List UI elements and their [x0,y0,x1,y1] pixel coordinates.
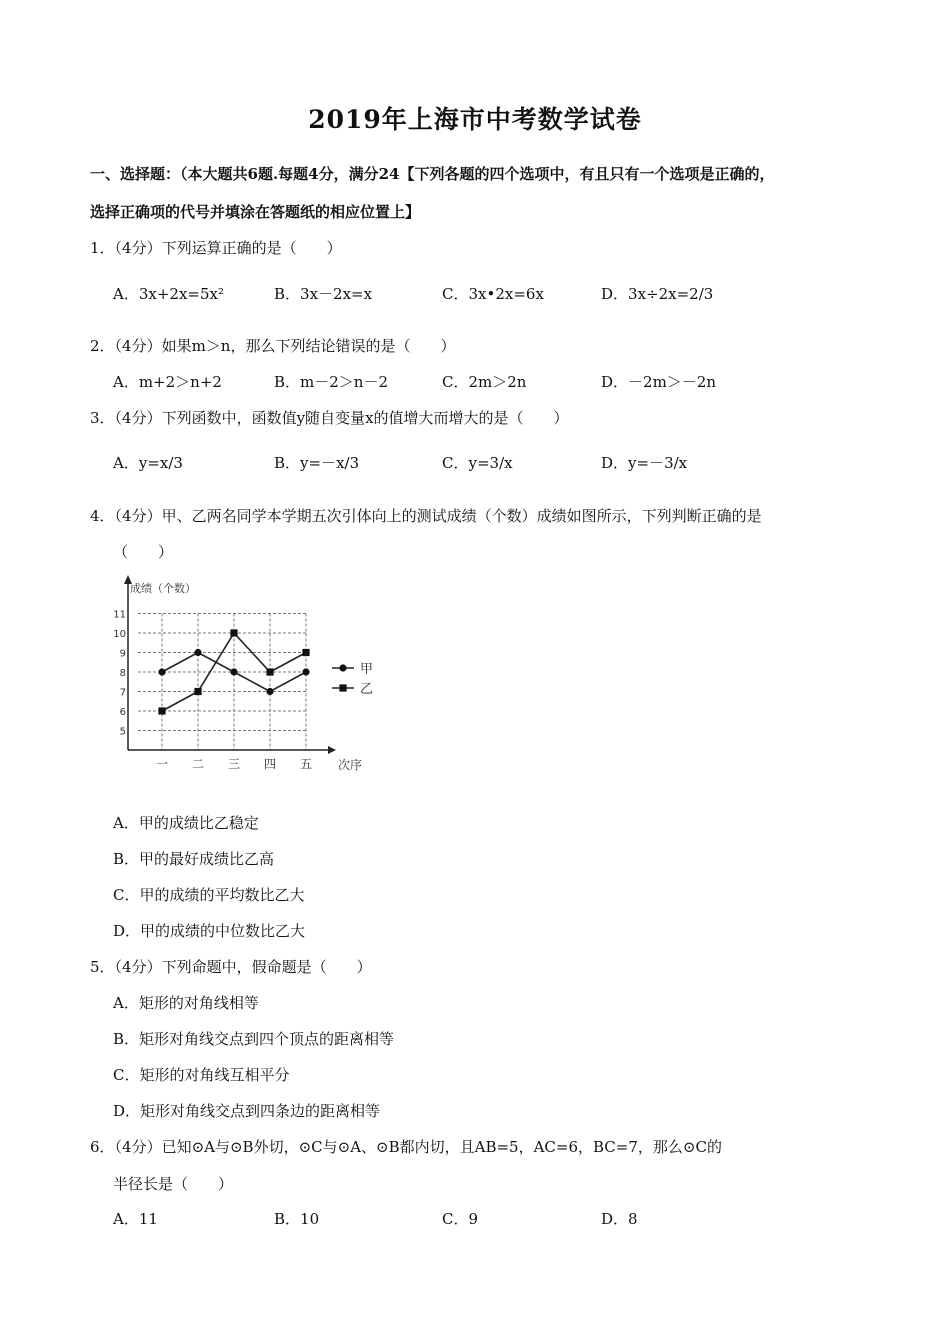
section-heading-line1: 一、选择题：（本大题共6题.每题4分，满分24【下列各题的四个选项中，有且只有一个选项是正确的， [90,165,775,183]
q2-option-d: D．－2m＞－2n [601,373,716,391]
x-tick-label-4: 四 [263,757,277,771]
y-tick-label-8: 8 [119,668,126,679]
q1-option-b: B．3x－2x=x [274,285,373,303]
q1-option-a-text: A．3x+2x=5x² [113,285,224,303]
chart-legend [332,662,373,697]
series-1-point-4 [266,688,273,695]
x-tick-label-5: 五 [299,757,313,771]
x-axis-label: 次序 [338,758,363,772]
chart-ticks [113,610,312,772]
legend-label-2: 乙 [360,682,374,697]
q6-stem-line1: 6．（4分）已知⊙A与⊙B外切，⊙C与⊙A、⊙B都内切，且AB=5，AC=6，BC=7，那么⊙C的 [90,1138,722,1156]
y-tick-label-7: 7 [119,687,126,699]
x-axis-arrow [328,746,336,754]
x-tick-label-2: 二 [191,757,205,771]
q5-option-c: C．矩形的对角线互相平分 [113,1066,290,1084]
q1-option-a [113,283,224,304]
q3-option-b: B．y=－x/3 [274,454,360,472]
q2-option-c: C．2m＞2n [442,373,527,391]
series-2-point-4 [266,668,273,675]
q3-option-c: C．y=3/x [442,454,513,472]
series-1-point-1 [158,668,165,675]
series-2-point-1 [158,707,165,714]
series-1-point-2 [194,649,201,656]
q3-option-a: A．y=x/3 [113,454,183,472]
y-tick-label-11: 11 [113,609,126,621]
y-tick-label-6: 6 [119,707,126,718]
q2-option-a: A．m+2＞n+2 [113,373,222,391]
q2-option-b: B．m－2＞n－2 [274,373,388,391]
q4-stem-line2: （ ） [113,543,174,561]
q4-option-a: A．甲的成绩比乙稳定 [113,814,259,832]
page-title: 2019年上海市中考数学试卷 [308,105,642,134]
q5-option-a: A．矩形的对角线相等 [113,994,259,1012]
q3-stem: 3．（4分）下列函数中，函数值y随自变量x的值增大而增大的是（ ） [90,409,569,427]
q1-option-c: C．3x•2x=6x [442,285,544,303]
chart-series [158,629,309,714]
x-tick-label-1: 一 [155,757,169,771]
q4-option-b: B．甲的最好成绩比乙高 [113,850,275,868]
score-line-chart [110,570,390,780]
q6-stem-line2: 半径长是（ ） [113,1175,234,1193]
legend-marker-1 [339,664,346,671]
q4-option-c: C．甲的成绩的平均数比乙大 [113,886,305,904]
section-heading-line2: 选择正确项的代号并填涂在答题纸的相应位置上】 [90,203,421,221]
series-1-point-3 [230,668,237,675]
q4-option-d: D．甲的成绩的中位数比乙大 [113,922,306,940]
y-axis-label: 成绩（个数） [130,582,196,595]
series-1-point-5 [302,668,309,675]
q5-option-b: B．矩形对角线交点到四个顶点的距离相等 [113,1030,395,1048]
series-2-point-5 [302,649,309,656]
series-2-point-2 [194,688,201,695]
q6-option-a: A．11 [113,1210,158,1228]
q6-option-c: C．9 [442,1210,479,1228]
y-tick-label-9: 9 [119,648,126,660]
q6-option-d: D．8 [601,1210,638,1228]
q5-stem: 5．（4分）下列命题中，假命题是（ ） [90,958,372,976]
y-tick-label-10: 10 [113,629,126,640]
q1-option-d: D．3x÷2x=2/3 [601,285,714,303]
q3-option-d: D．y=－3/x [601,454,688,472]
x-tick-label-3: 三 [227,757,241,771]
chart-axes [124,575,336,754]
q4-stem-line1: 4．（4分）甲、乙两名同学本学期五次引体向上的测试成绩（个数）成绩如图所示，下列判断正确的是 [90,507,762,525]
legend-marker-2 [339,684,346,691]
q1-stem: 1．（4分）下列运算正确的是（ ） [90,239,342,257]
y-tick-label-5: 5 [119,726,126,738]
chart-grid [138,614,306,751]
q2-stem: 2．（4分）如果m＞n，那么下列结论错误的是（ ） [90,337,456,355]
q5-option-d: D．矩形对角线交点到四条边的距离相等 [113,1102,381,1120]
legend-label-1: 甲 [360,662,374,677]
series-2-point-3 [230,629,237,636]
q6-option-b: B．10 [274,1210,320,1228]
